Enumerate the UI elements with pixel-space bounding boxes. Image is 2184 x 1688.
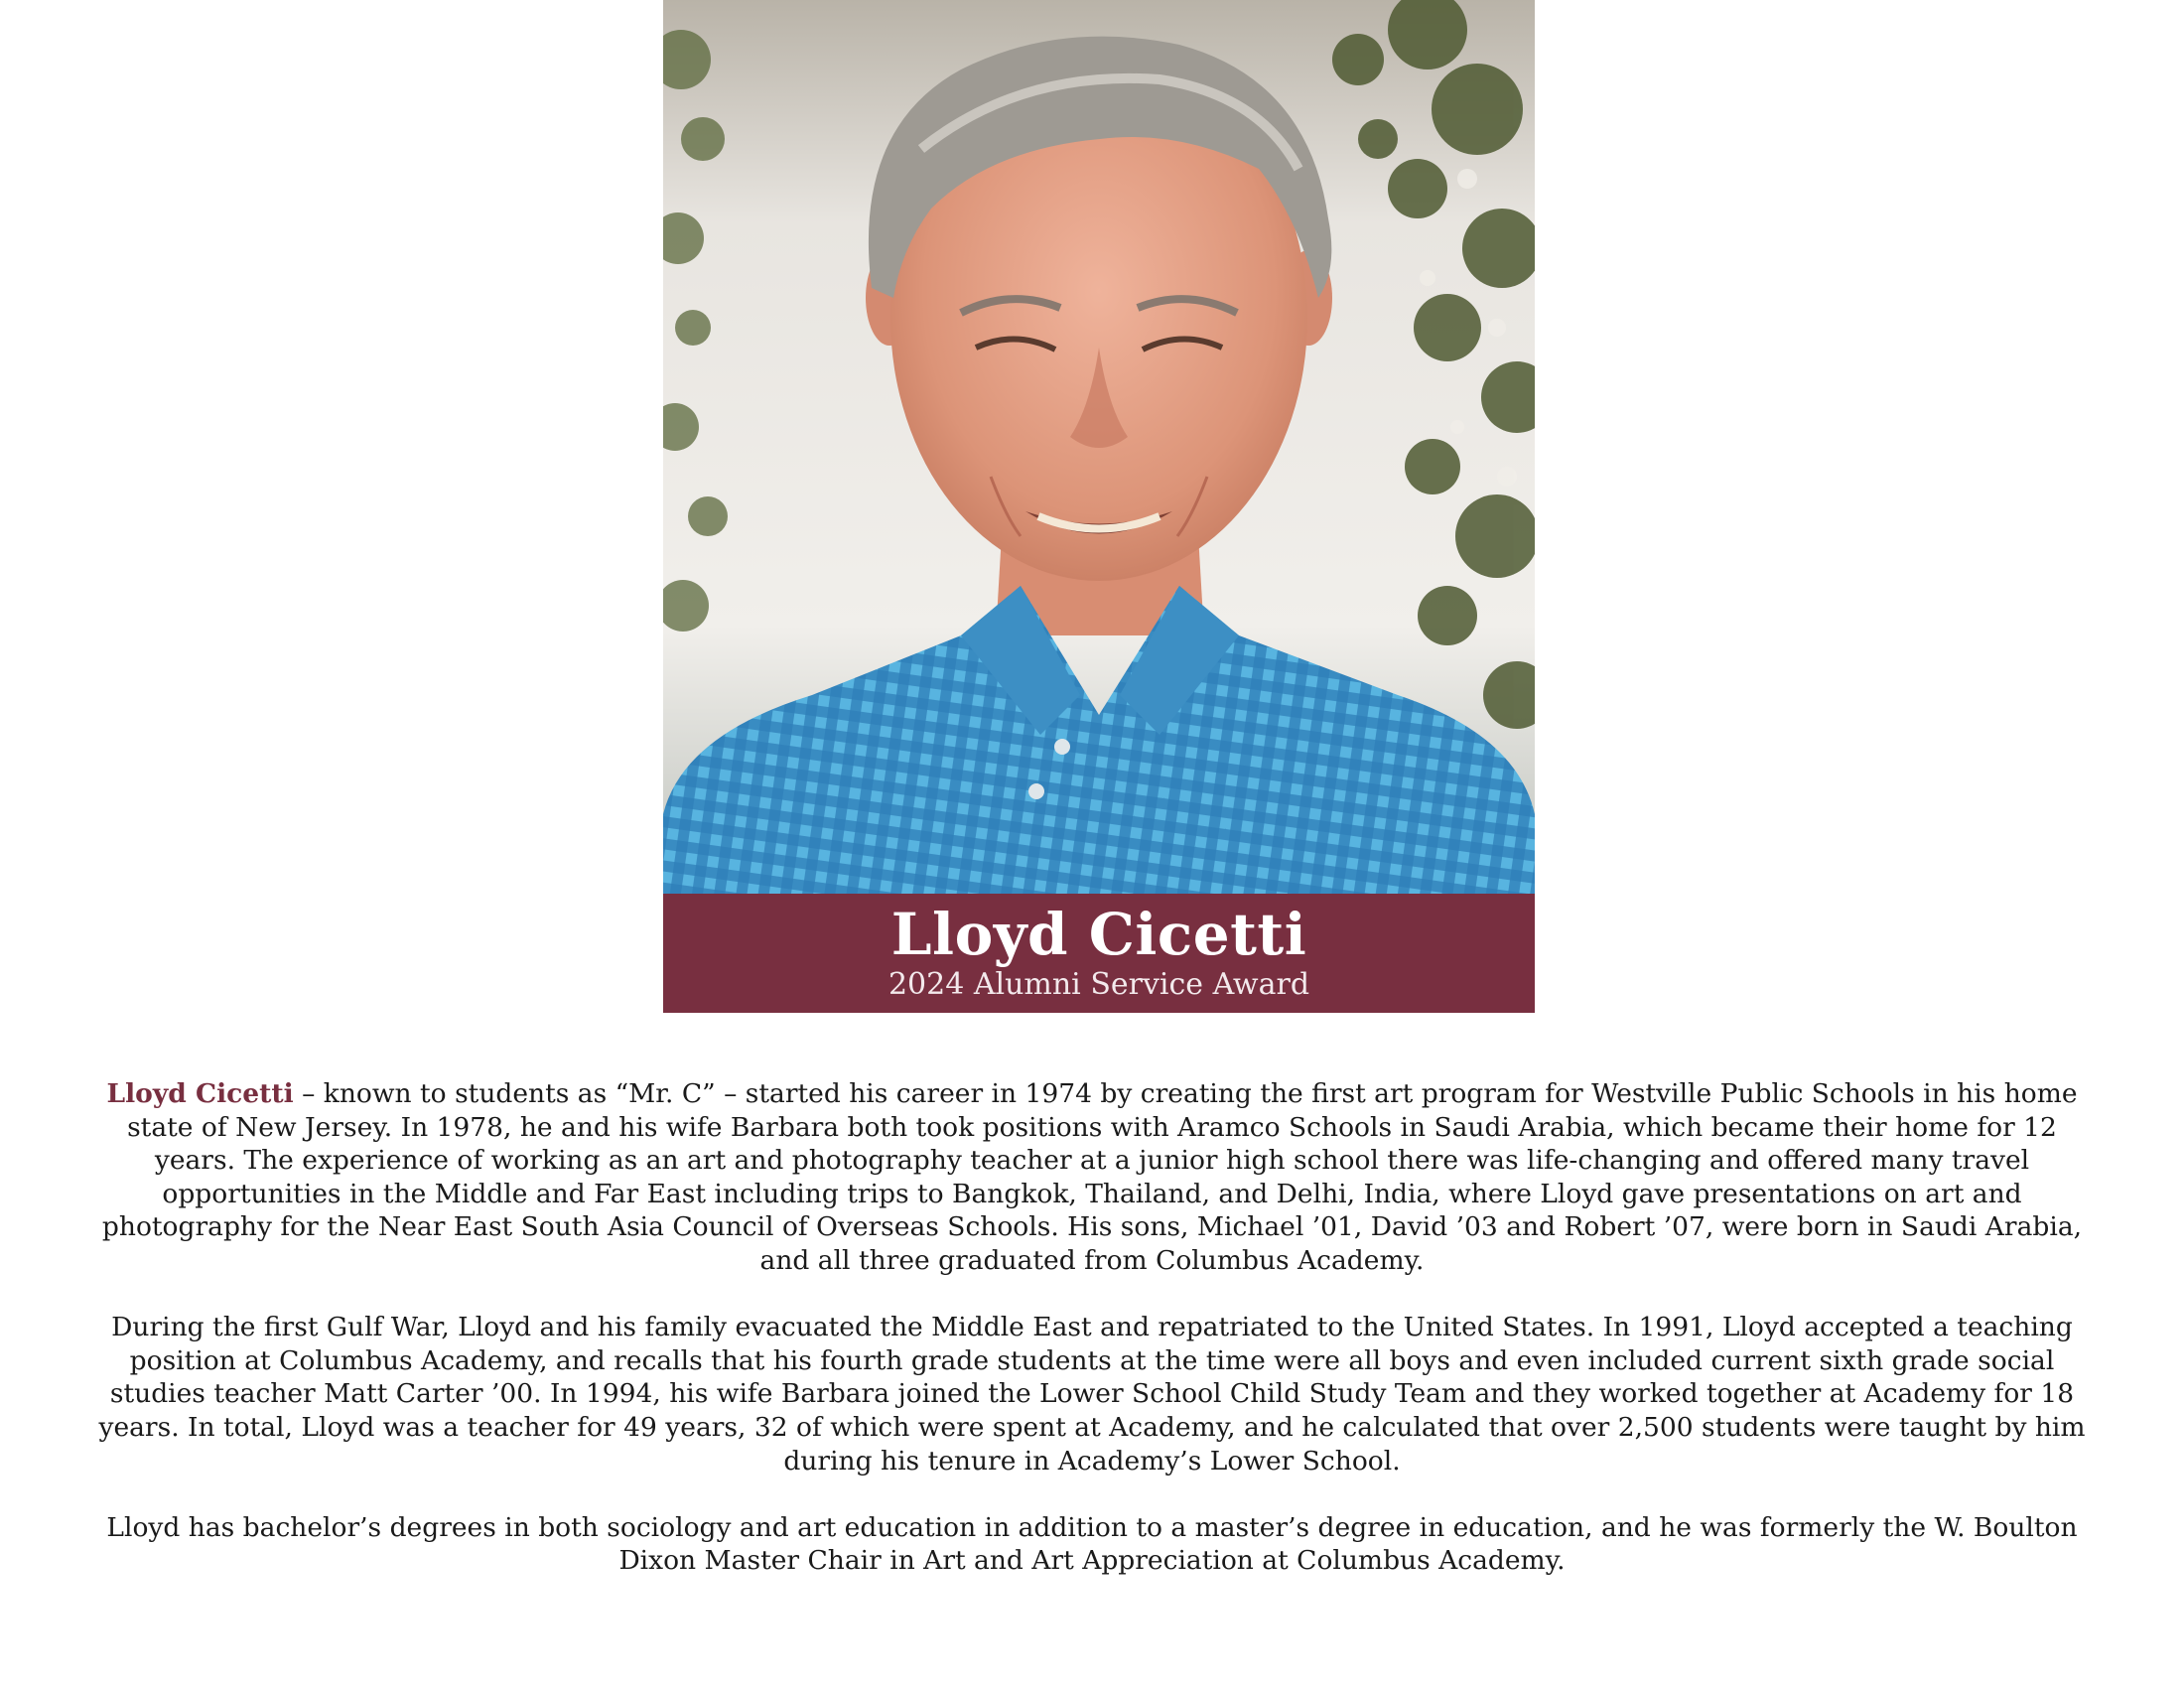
bio-paragraph-3: Lloyd has bachelor’s degrees in both sociology and art education in addition to a master’s degree in education, and he was formerly the W. Boulton Dixon Master Chair in Art and Art Appreciation at Columbus Academy. bbox=[106, 1511, 2078, 1577]
portrait-photo bbox=[663, 0, 1535, 894]
bio-paragraph-1 bbox=[94, 1077, 2090, 1278]
biography bbox=[94, 1077, 2090, 1612]
name-banner bbox=[663, 894, 1535, 1013]
bio-paragraph-1-text: – known to students as “Mr. C” – started his career in 1974 by creating the first art program for Westville Public Schools in his home state of New Jersey. In 1978, he and his wife Barbara both took positions with Aramco Schools in Saudi Arabia, which became their home for 12 years. The experience of working as an art and photography teacher at a junior high school there was life-changing and offered many travel opportunities in the Middle and Far East including trips to Bangkok, Thailand, and Delhi, India, where Lloyd gave presentations on art and photography for the Near East South Asia Council of Overseas Schools. His sons, Michael ’01, David ’03 and Robert ’07, were born in Saudi Arabia, and all three graduated from Columbus Academy. bbox=[101, 1078, 2083, 1276]
portrait-card bbox=[663, 0, 1535, 1013]
bio-lead-name: Lloyd Cicetti bbox=[106, 1078, 294, 1109]
bio-paragraph-2: During the first Gulf War, Lloyd and his family evacuated the Middle East and repatriated to the United States. In 1991, Lloyd accepted a teaching position at Columbus Academy, and recalls that his fourth grade students at the time were all boys and even included current sixth grade social studies teacher Matt Carter ’00. In 1994, his wife Barbara joined the Lower School Child Study Team and they worked together at Academy for 18 years. In total, Lloyd was a teacher for 49 years, 32 of which were spent at Academy, and he calculated that over 2,500 students were taught by him during his tenure in Academy’s Lower School. bbox=[98, 1312, 2086, 1477]
honoree-name: Lloyd Cicetti bbox=[890, 901, 1307, 968]
award-title: 2024 Alumni Service Award bbox=[887, 967, 1310, 1002]
